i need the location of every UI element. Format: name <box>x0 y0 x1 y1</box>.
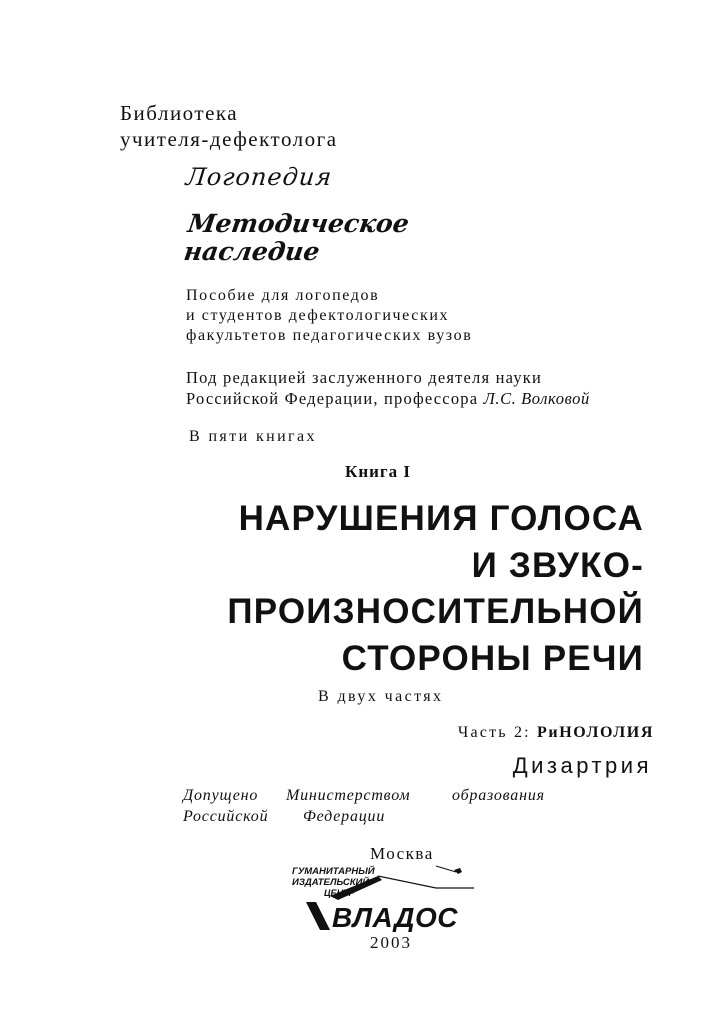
logo-pen-stroke <box>436 866 456 872</box>
volumes-note: В пяти книгах <box>189 428 317 445</box>
approval-row-2 <box>183 806 545 827</box>
topic-heading: Логопедия <box>184 163 334 191</box>
heritage-line-1: Методическое <box>186 209 411 238</box>
title-line-2: И ЗВУКО- <box>471 545 644 585</box>
approval-word-5: Федерации <box>303 808 386 825</box>
editor-name: Л.С. Волковой <box>483 389 590 408</box>
series-line-2: учителя-дефектолога <box>120 127 338 151</box>
approval-word-1: Допущено <box>183 787 259 804</box>
manual-line-2: и студентов дефектологических <box>186 307 450 324</box>
title-line-4: СТОРОНЫ РЕЧИ <box>341 638 644 678</box>
editor-line-2-prefix: Российской Федерации, профессора <box>186 389 484 408</box>
title-line-3: ПРОИЗНОСИТЕЛЬНОЙ <box>227 592 644 631</box>
part-2-name: РиНОЛОЛИЯ <box>537 724 654 741</box>
logo-name: ВЛАДОС <box>332 902 458 932</box>
logo-line-2: ИЗДАТЕЛЬСКИЙ <box>292 877 370 888</box>
parts-note: В двух частях <box>318 688 444 705</box>
approval-row-1 <box>183 785 545 806</box>
editor-line-2 <box>186 388 590 409</box>
dysarthria-subtitle: Дизартрия <box>512 753 652 778</box>
logo-line-3: ЦЕНТР <box>324 888 355 898</box>
part-2-prefix: Часть 2: <box>457 724 538 741</box>
publisher-logo <box>286 860 492 932</box>
logo-quill-icon <box>454 868 462 874</box>
series-line-1: Библиотека <box>120 101 239 125</box>
approval-word-2: Министерством <box>286 787 411 804</box>
approval-word-4: Российской <box>183 808 269 825</box>
publisher-city: Москва <box>370 844 434 863</box>
manual-line-1: Пособие для логопедов <box>186 287 380 304</box>
manual-line-3: факультетов педагогических вузов <box>186 327 473 344</box>
part-2-label <box>458 724 654 742</box>
manual-description <box>186 286 472 346</box>
editor-credit <box>186 367 590 409</box>
approval-note <box>183 785 545 827</box>
book-number: Книга I <box>345 462 412 481</box>
editor-line-1: Под редакцией заслуженного деятеля науки <box>186 368 543 387</box>
heritage-line-2: наследие <box>182 237 322 266</box>
series-title <box>120 100 338 152</box>
logo-line-1: ГУМАНИТАРНЫЙ <box>292 866 375 877</box>
logo-swoosh-line <box>378 876 474 888</box>
approval-word-3: образования <box>452 787 545 804</box>
publication-year: 2003 <box>370 933 412 952</box>
title-line-1: НАРУШЕНИЯ ГОЛОСА <box>238 499 644 538</box>
book-title <box>227 496 644 682</box>
heritage-heading <box>182 210 411 266</box>
